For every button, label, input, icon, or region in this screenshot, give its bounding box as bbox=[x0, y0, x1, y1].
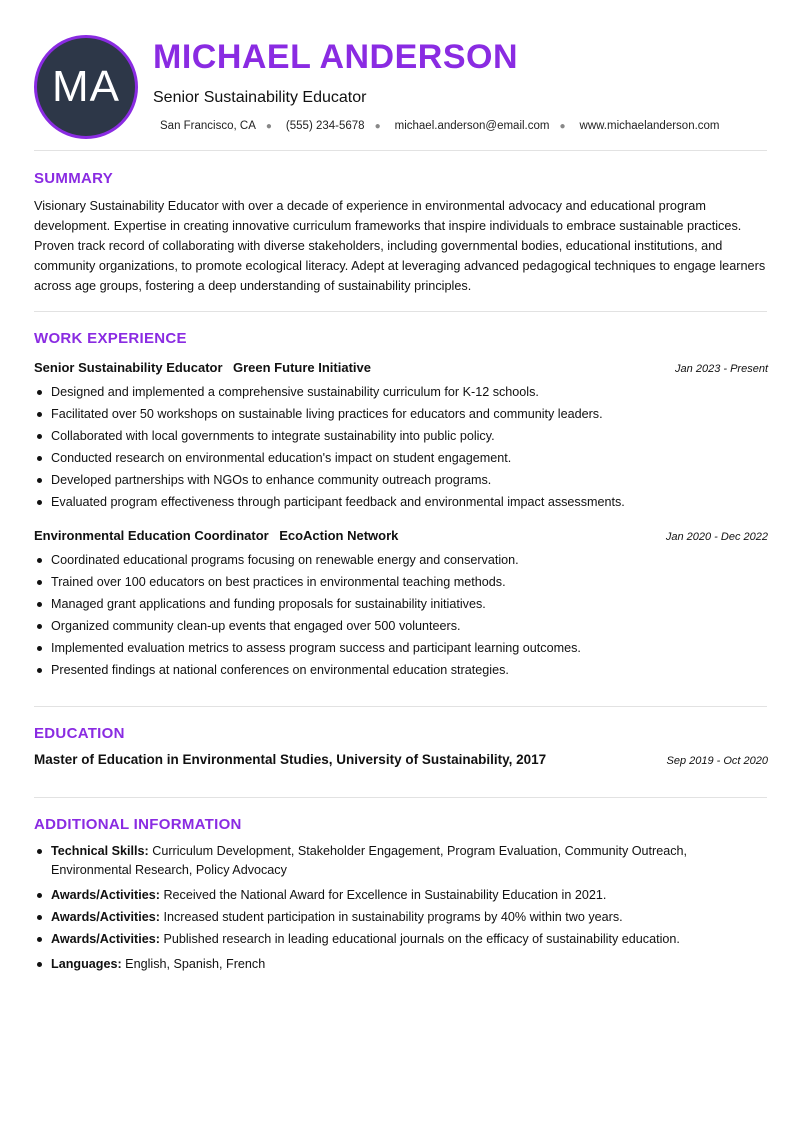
education-dates: Sep 2019 - Oct 2020 bbox=[666, 755, 768, 767]
contact-line bbox=[160, 120, 720, 132]
job-bullet-list bbox=[34, 549, 768, 681]
job-title: Environmental Education Coordinator bbox=[34, 528, 269, 543]
list-item: Presented findings at national conferences on environmental education strategies. bbox=[34, 659, 768, 681]
info-text: Increased student participation in sustainability programs by 40% within two years. bbox=[159, 910, 623, 924]
list-item: Conducted research on environmental education's impact on student engagement. bbox=[34, 447, 768, 469]
list-item: Coordinated educational programs focusing on renewable energy and conservation. bbox=[34, 549, 768, 571]
job-dates: Jan 2023 - Present bbox=[675, 363, 768, 375]
additional-heading: ADDITIONAL INFORMATION bbox=[34, 816, 242, 833]
list-item: Evaluated program effectiveness through participant feedback and environmental impact assessments. bbox=[34, 491, 768, 513]
avatar bbox=[34, 35, 138, 139]
info-label: Languages: bbox=[51, 957, 122, 971]
info-text: Curriculum Development, Stakeholder Engagement, Program Evaluation, Community Outreach, Environmental Research, Policy Advocacy bbox=[51, 844, 688, 877]
list-item: Developed partnerships with NGOs to enhance community outreach programs. bbox=[34, 469, 768, 491]
job-header bbox=[34, 359, 768, 377]
info-text: Received the National Award for Excellence in Sustainability Education in 2021. bbox=[159, 888, 607, 902]
contact-phone: (555) 234-5678 bbox=[285, 120, 365, 132]
education-degree: Master of Education in Environmental Studies, University of Sustainability, 2017 bbox=[34, 752, 547, 767]
contact-email: michael.anderson@email.com bbox=[394, 120, 550, 132]
divider bbox=[34, 150, 767, 151]
contact-location: San Francisco, CA bbox=[160, 120, 256, 132]
info-text: English, Spanish, French bbox=[121, 957, 266, 971]
additional-info-list bbox=[34, 842, 768, 974]
list-item: Implemented evaluation metrics to assess program success and participant learning outcomes. bbox=[34, 637, 768, 659]
list-item: Facilitated over 50 workshops on sustainable living practices for educators and community leaders. bbox=[34, 403, 768, 425]
list-item: Collaborated with local governments to integrate sustainability into public policy. bbox=[34, 425, 768, 447]
list-item: Trained over 100 educators on best practices in environmental teaching methods. bbox=[34, 571, 768, 593]
list-item bbox=[34, 908, 768, 927]
list-item bbox=[34, 930, 768, 949]
divider bbox=[34, 311, 767, 312]
contact-website: www.michaelanderson.com bbox=[579, 120, 720, 132]
bullet-separator-icon: ● bbox=[265, 120, 272, 132]
job-header bbox=[34, 527, 768, 545]
list-item bbox=[34, 955, 768, 974]
list-item bbox=[34, 886, 768, 905]
job-dates: Jan 2020 - Dec 2022 bbox=[665, 531, 768, 543]
list-item: Managed grant applications and funding proposals for sustainability initiatives. bbox=[34, 593, 768, 615]
avatar-initials: MA bbox=[52, 62, 120, 111]
divider bbox=[34, 706, 767, 707]
candidate-title: Senior Sustainability Educator bbox=[153, 89, 367, 106]
info-label: Awards/Activities: bbox=[51, 888, 160, 902]
job-bullet-list bbox=[34, 381, 768, 513]
summary-heading: SUMMARY bbox=[34, 170, 114, 187]
job-title: Senior Sustainability Educator bbox=[34, 360, 223, 375]
info-text: Published research in leading educational journals on the efficacy of sustainability education. bbox=[159, 932, 680, 946]
info-label: Awards/Activities: bbox=[51, 910, 160, 924]
candidate-name: MICHAEL ANDERSON bbox=[153, 38, 519, 76]
list-item bbox=[34, 842, 768, 880]
bullet-separator-icon: ● bbox=[374, 120, 381, 132]
info-label: Technical Skills: bbox=[51, 844, 149, 858]
summary-text: Visionary Sustainability Educator with over a decade of experience in environmental advocacy and educational program development. Expertise in creating innovative curriculum frameworks that inspire individuals to embrace sustainable practices. Proven track record of collaborating with diverse stakeholders, including governmental bodies, educational institutions, and community organizations, to promote ecological literacy. Adept at leveraging advanced pedagogical techniques to engage learners across age groups, fostering a deep understanding of sustainability principles. bbox=[34, 199, 766, 293]
education-entry bbox=[34, 752, 768, 767]
bullet-separator-icon: ● bbox=[559, 120, 566, 132]
job-organization: Green Future Initiative bbox=[233, 360, 371, 375]
job-organization: EcoAction Network bbox=[279, 528, 399, 543]
info-label: Awards/Activities: bbox=[51, 932, 160, 946]
list-item: Organized community clean-up events that engaged over 500 volunteers. bbox=[34, 615, 768, 637]
list-item: Designed and implemented a comprehensive sustainability curriculum for K-12 schools. bbox=[34, 381, 768, 403]
education-heading: EDUCATION bbox=[34, 725, 125, 742]
experience-heading: WORK EXPERIENCE bbox=[34, 330, 187, 347]
divider bbox=[34, 797, 767, 798]
